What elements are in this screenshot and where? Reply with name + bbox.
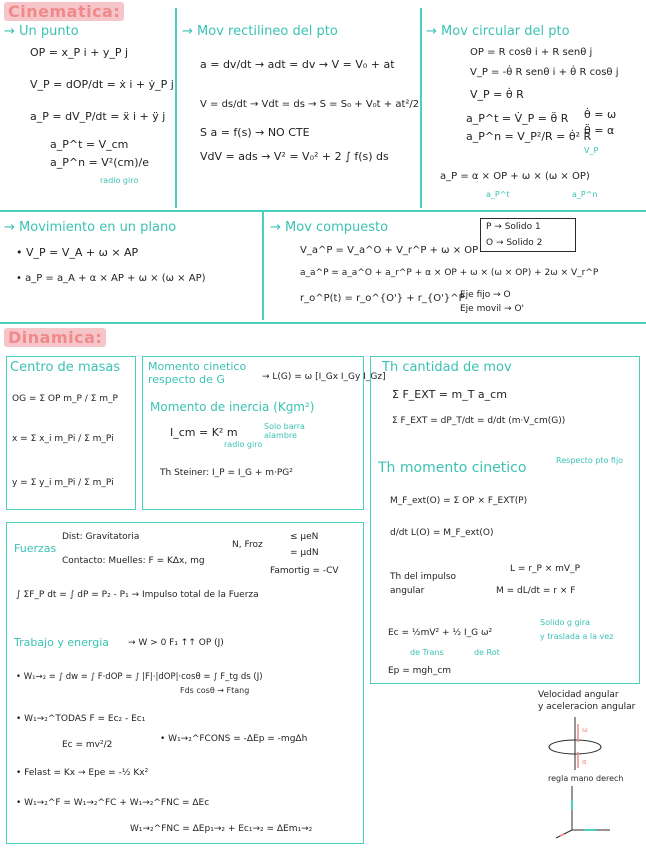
equation: • W₁→₂^FCONS = -ΔEp = -mgΔh [160, 734, 308, 744]
equation: • W₁→₂^F = W₁→₂^FC + W₁→₂^FNC = ΔEc [16, 798, 210, 808]
divider [420, 8, 422, 208]
equation: I_cm = K² m [170, 426, 238, 439]
equation: • a_P = a_A + α × AP + ω × (ω × AP) [16, 273, 206, 284]
note: a_P^n [572, 190, 598, 199]
equation: θ̇ = ω [584, 108, 617, 121]
note: radio giro [100, 176, 139, 185]
equation: θ̈ = α [584, 124, 615, 137]
equation: a_P = α × OP + ω × (ω × OP) [440, 171, 590, 182]
centro-masas-heading: Centro de masas [10, 360, 121, 375]
rectilineo-heading: → Mov rectilineo del pto [182, 24, 338, 39]
equation: y = Σ y_i m_Pi / Σ m_Pi [12, 478, 114, 488]
equation: Ec = ½mV² + ½ I_G ω² [388, 628, 493, 638]
equation: V_a^P = V_a^O + V_r^P + ω × OP [300, 245, 479, 256]
circular-heading: → Mov circular del pto [426, 24, 570, 39]
equation: W₁→₂^FNC = ΔEp₁→₂ + Ec₁→₂ = ΔEm₁→₂ [130, 824, 313, 834]
trabajo-heading: Trabajo y energia [14, 636, 109, 649]
equation: a_P = dV_P/dt = ẍ i + ÿ j [30, 110, 166, 123]
label: Contacto: Muelles: F = KΔx, mg [62, 556, 205, 566]
equation: a_P^t = V_cm [50, 138, 129, 151]
equation: V = ds/dt → Vdt = ds → S = S₀ + V₀t + at²/2 [200, 99, 420, 110]
label: Dist: Gravitatoria [62, 532, 140, 542]
equation: d/dt L(O) = M_F_ext(O) [390, 528, 494, 538]
divider [0, 322, 646, 324]
omega-label: ω [582, 726, 588, 734]
equation: a_P^n = V_P²/R = θ̇² R [466, 130, 592, 143]
label: N, Froz [232, 540, 263, 550]
equation: S a = f(s) → NO CTE [200, 126, 310, 139]
label: y aceleracion angular [538, 702, 636, 712]
equation: OG = Σ OP m_P / Σ m_P [12, 394, 118, 404]
equation: L = r_P × mV_P [510, 564, 581, 574]
equation: • W₁→₂^TODAS F = Ec₂ - Ec₁ [16, 714, 146, 724]
equation: • V_P = V_A + ω × AP [16, 246, 139, 259]
equation: Ec = mv²/2 [62, 740, 113, 750]
note: Solo barra alambre [264, 422, 305, 440]
rotation-diagram [540, 712, 640, 772]
equation: V_P = dOP/dt = ẋ i + ẏ_P j [30, 78, 174, 91]
fuerzas-heading: Fuerzas [14, 542, 57, 555]
cinematica-title: Cinematica: [4, 2, 124, 21]
equation: → W > 0 F₁ ↑↑ OP (J) [128, 638, 224, 648]
label: = μdN [290, 548, 319, 558]
divider [175, 8, 177, 208]
dinamica-title: Dinamica: [4, 328, 106, 347]
equation: V_P = θ̇ R [470, 88, 524, 101]
equation: Th del impulso angular [390, 572, 457, 596]
equation: a_P^n = V²(cm)/e [50, 156, 150, 169]
note: Fds cosθ → Ftang [180, 686, 250, 695]
label: Velocidad angular [538, 690, 619, 700]
note: de Rot [474, 648, 500, 657]
axes-diagram [550, 780, 620, 840]
equation: M_F_ext(O) = Σ OP × F_EXT(P) [390, 496, 528, 506]
note: Solido g gira [540, 618, 591, 627]
equation: • W₁→₂ = ∫ dw = ∫ F·dOP = ∫ |F|·|dOP|·cosθ = ∫ F_tg ds (J) [16, 672, 263, 682]
label: ≤ μeN [290, 532, 319, 542]
equation: • Felast = Kx → Epe = -½ Kx² [16, 768, 149, 778]
equation: OP = x_P i + y_P j [30, 46, 129, 59]
note: Eje fijo → O [460, 290, 511, 300]
cantidad-mov-heading: Th cantidad de mov [382, 360, 512, 375]
equation: → L(G) = ω [I_Gx I_Gy I_Gz] [262, 372, 386, 382]
note: radio giro [224, 440, 263, 449]
equation: Ep = mgh_cm [388, 666, 452, 676]
equation: Σ F_EXT = dP_T/dt = d/dt (m·V_cm(G)) [392, 416, 566, 426]
label: Famortig = -CV [270, 566, 339, 576]
equation: Σ F_EXT = m_T a_cm [392, 388, 507, 401]
equation: V_P = -θ̇ R senθ i + θ̇ R cosθ j [470, 67, 619, 78]
equation: r_o^P(t) = r_o^{O'} + r_{O'}^P [300, 293, 465, 304]
equation: VdV = ads → V² = V₀² + 2 ∫ f(s) ds [200, 150, 389, 163]
momento-cinetico-th-heading: Th momento cinetico [378, 460, 527, 476]
note: de Trans [410, 648, 444, 657]
equation: a_a^P = a_a^O + a_r^P + α × OP + ω × (ω × OP) + 2ω × V_r^P [300, 268, 599, 278]
label: regla mano derech [548, 774, 624, 783]
divider [0, 210, 646, 212]
equation: x = Σ x_i m_Pi / Σ m_Pi [12, 434, 114, 444]
note: V_P [584, 146, 599, 155]
un-punto-heading: → Un punto [4, 24, 79, 39]
note: Eje movil → O' [460, 304, 525, 314]
equation: Th Steiner: I_P = I_G + m·PG² [160, 468, 293, 478]
note: a_P^t [486, 190, 510, 199]
divider [262, 212, 264, 320]
equation: OP = R cosθ i + R senθ j [470, 47, 593, 58]
note: Respecto pto fijo [556, 456, 624, 465]
equation: ∫ ΣF_P dt = ∫ dP = P₂ - P₁ → Impulso total de la Fuerza [16, 590, 259, 600]
equation: a = dv/dt → adt = dv → V = V₀ + at [200, 58, 395, 71]
label: O → Solido 2 [486, 238, 543, 248]
label: P → Solido 1 [486, 222, 541, 232]
compuesto-heading: → Mov compuesto [270, 220, 389, 235]
equation: a_P^t = V̇_P = θ̈ R [466, 112, 569, 125]
note: y traslada a la vez [540, 632, 614, 641]
alpha-label: α [582, 758, 587, 766]
momento-cinetico-heading: Momento cinetico respecto de G [148, 360, 247, 386]
equation: M = dL/dt = r × F [496, 586, 576, 596]
momento-inercia-heading: Momento de inercia (Kgm²) [150, 400, 315, 414]
plano-heading: → Movimiento en un plano [4, 220, 177, 235]
